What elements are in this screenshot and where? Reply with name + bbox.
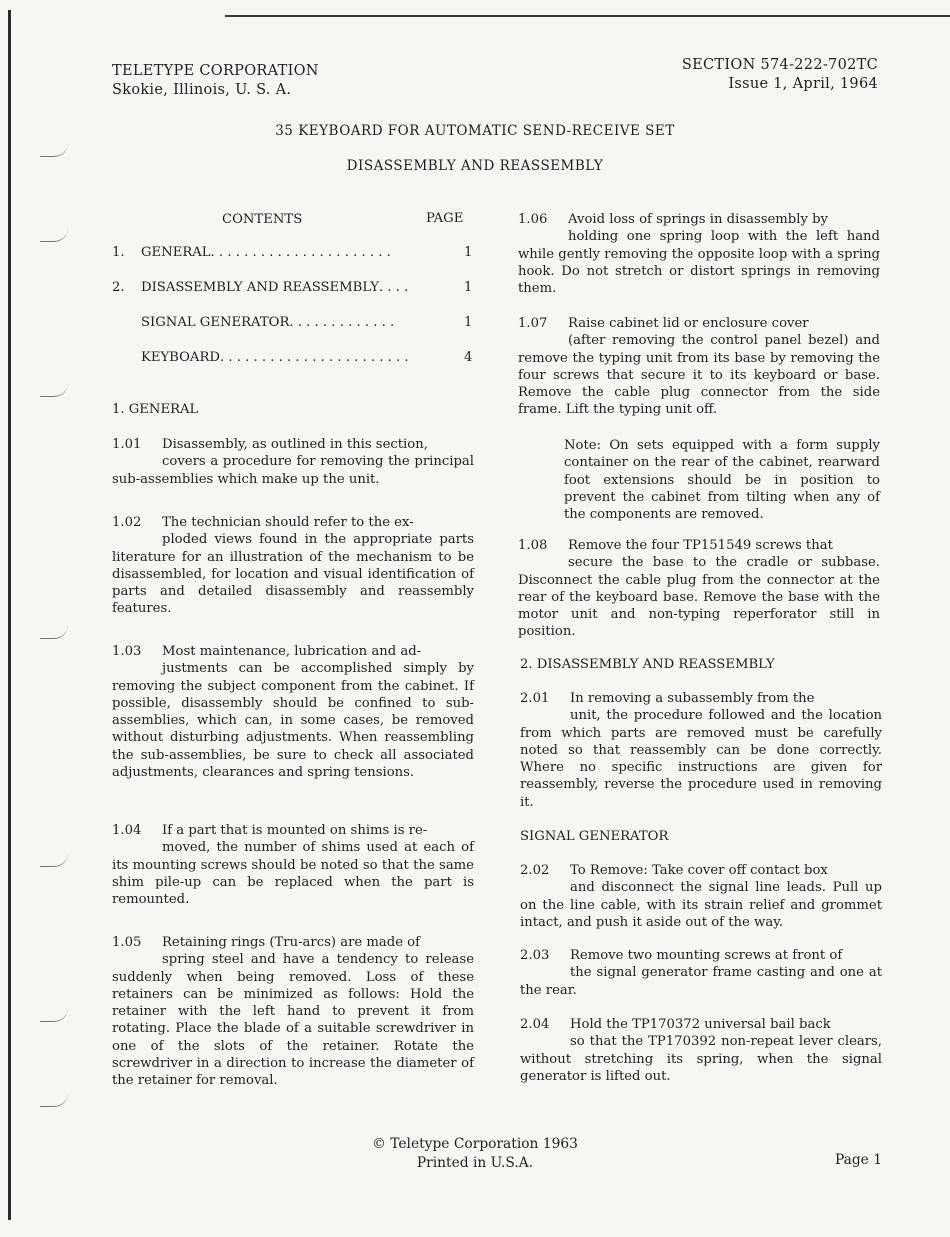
scan-edge-top [225,15,950,17]
paragraph-number: 1.02 [112,515,142,530]
company-location: Skokie, Illinois, U. S. A. [112,82,292,98]
issue-date: Issue 1, April, 1964 [728,76,878,92]
contents-page-heading: PAGE [426,211,464,226]
paragraph-1-06: 1.06 Avoid loss of springs in disassembly by holding one spring loop with the left hand while gently removing the opposite loop with a spring hook. Do not stretch or distort springs in removing them. [518,212,880,297]
toc-label: KEYBOARD [141,350,220,365]
paragraph-1-07: 1.07 Raise cabinet lid or enclosure cover (after removing the control panel bezel) and remove the typing unit from its base by removing the four screws that secure it to its keyboard or base. Remove the cable plug connector from the side frame. Lift the typing unit off. [518,316,880,418]
paragraph-number: 2.02 [520,863,550,878]
signal-generator-heading: SIGNAL GENERATOR [520,829,669,844]
paragraph-1-01: 1.01 Disassembly, as outlined in this section, covers a procedure for removing the principal sub-assemblies which make up the unit. [112,437,474,487]
toc-label: DISASSEMBLY AND REASSEMBLY [141,280,379,295]
section-2-heading: 2. DISASSEMBLY AND REASSEMBLY [520,657,775,672]
punch-hole-mark [40,622,68,639]
punch-hole-mark [40,140,68,157]
paragraph-number: 1.01 [112,437,142,452]
company-name: TELETYPE CORPORATION [112,63,319,79]
paragraph-1-02: 1.02 The technician should refer to the ex- ploded views found in the appropriate parts literature for an illustration of the mechanism to be disassembled, for location and visual identification of parts and detailed disassembly and reassembly features. [112,515,474,617]
paragraph-number: 1.07 [518,316,548,331]
punch-hole-mark [40,1005,68,1022]
paragraph-number: 1.03 [112,644,142,659]
toc-page: 4 [464,350,473,365]
toc-entry: 2. DISASSEMBLY AND REASSEMBLY. . . . 1 [112,280,473,295]
toc-entry: 1. GENERAL. . . . . . . . . . . . . . . . . . . . . . 1 [112,245,473,260]
paragraph-number: 1.06 [518,212,548,227]
paragraph-number: 1.08 [518,538,548,553]
toc-number: 1. [112,245,125,260]
paragraph-number: 1.05 [112,935,142,950]
header-right [682,56,878,94]
paragraph-number: 2.04 [520,1017,550,1032]
document-title: 35 KEYBOARD FOR AUTOMATIC SEND-RECEIVE SET [275,123,675,139]
paragraph-2-04: 2.04 Hold the TP170372 universal bail back so that the TP170392 non-repeat lever clears, without stretching its spring, when the signal generator is lifted out. [520,1017,882,1084]
punch-hole-mark [40,1090,68,1107]
paragraph-1-05: 1.05 Retaining rings (Tru-arcs) are made of spring steel and have a tendency to release suddenly when being removed. Loss of these retainers can be minimized as follows: Hold the retainer with the left hand to prevent it from rotating. Place the blade of a suitable screwdriver in one of the slots of the retainer. Rotate the screwdriver in a direction to increase the diameter of the retainer for removal. [112,935,474,1089]
toc-entry: SIGNAL GENERATOR. . . . . . . . . . . . . 1 [141,315,473,330]
paragraph-number: 2.03 [520,948,550,963]
toc-page: 1 [464,280,473,295]
paragraph-2-02: 2.02 To Remove: Take cover off contact box and disconnect the signal line leads. Pull up on the line cable, with its strain relief and grommet intact, and push it aside out of the way. [520,863,882,930]
toc-label: GENERAL [141,245,211,260]
document-subtitle: DISASSEMBLY AND REASSEMBLY [346,158,604,174]
paragraph-1-04: 1.04 If a part that is mounted on shims is re- moved, the number of shims used at each of its mounting screws should be noted so that the same shim pile-up can be replaced when the part is remounted. [112,823,474,908]
punch-hole-mark [40,850,68,867]
paragraph-1-03: 1.03 Most maintenance, lubrication and ad- justments can be accomplished simply by removing the subject component from the cabinet. If possible, disassembly should be confined to sub-assemblies, which can, in some cases, be removed without disturbing adjustments. When reassembling the sub-assemblies, be sure to check all associated adjustments, clearances and spring tensions. [112,644,474,781]
scan-edge [8,10,11,1220]
header-left [112,62,319,100]
toc-label: SIGNAL GENERATOR [141,315,290,330]
note-block: Note: On sets equipped with a form supply container on the rear of the cabinet, rearward foot extensions should be in position to prevent the cabinet from tilting when any of the components are removed. [564,438,880,523]
page-number: Page 1 [834,1152,882,1168]
punch-hole-mark [40,380,68,397]
footer-copyright: © Teletype Corporation 1963 [372,1136,578,1152]
paragraph-number: 1.04 [112,823,142,838]
paragraph-2-01: 2.01 In removing a subassembly from the unit, the procedure followed and the location from which parts are removed must be carefully noted so that reassembly can be done correctly. Where no specific instructions are given for reassembly, reverse the procedure used in removing it. [520,691,882,810]
toc-page: 1 [464,315,473,330]
toc-number: 2. [112,280,125,295]
section-number: SECTION 574-222-702TC [681,57,878,73]
paragraph-1-08: 1.08 Remove the four TP151549 screws that secure the base to the cradle or subbase. Disconnect the cable plug from the connector at the rear of the keyboard base. Remove the base with the motor unit and non-typing reperforator still in position. [518,538,880,640]
punch-hole-mark [40,225,68,242]
toc-entry: KEYBOARD. . . . . . . . . . . . . . . . . . . . . . . 4 [141,350,473,365]
paragraph-2-03: 2.03 Remove two mounting screws at front of the signal generator frame casting and one at the rear. [520,948,882,998]
contents-heading: CONTENTS [222,212,303,227]
paragraph-number: 2.01 [520,691,550,706]
footer-printed: Printed in U.S.A. [416,1155,534,1171]
toc-page: 1 [464,245,473,260]
section-1-heading: 1. GENERAL [112,402,199,417]
